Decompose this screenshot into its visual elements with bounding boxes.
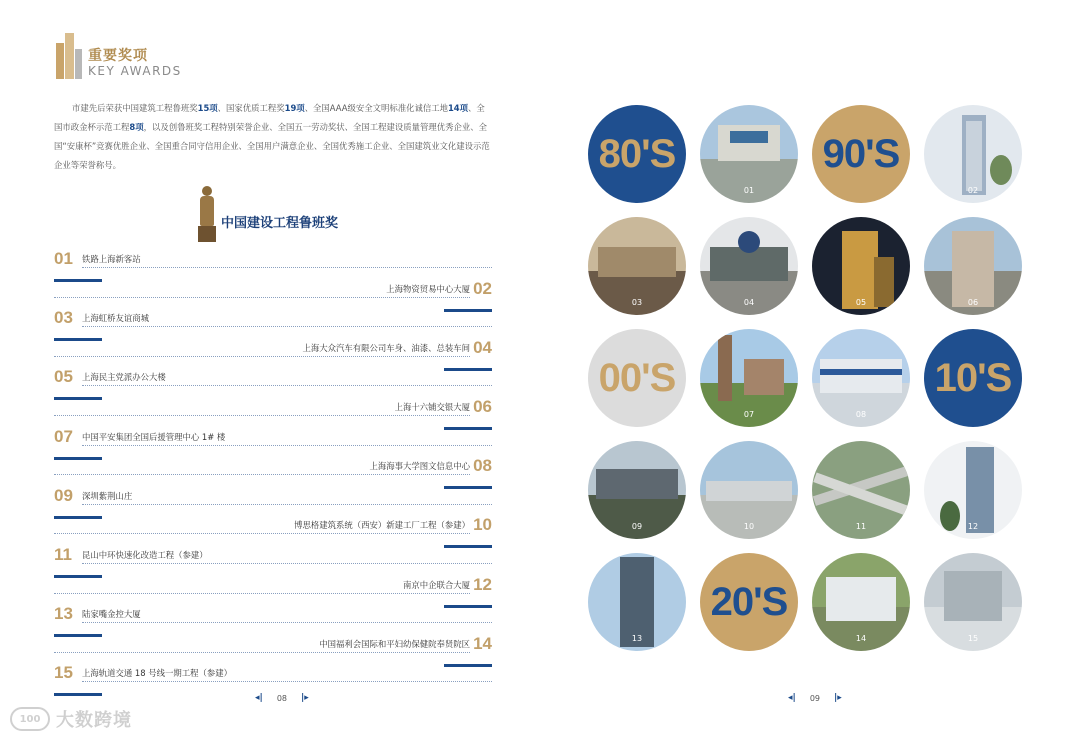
project-photo: 04	[700, 217, 798, 315]
award-number: 02	[473, 279, 492, 298]
award-project-name: 上海海事大学图文信息中心	[369, 461, 470, 471]
project-photo: 06	[924, 217, 1022, 315]
dotted-divider	[54, 474, 470, 475]
right-page	[540, 0, 1080, 741]
award-list-title: 中国建设工程鲁班奖	[221, 216, 339, 231]
dotted-divider	[54, 356, 470, 357]
trophy-statue-icon	[196, 186, 218, 242]
dotted-divider	[82, 385, 492, 386]
award-project-name: 中国福利会国际和平妇幼保健院奉贤院区	[319, 639, 470, 649]
dotted-divider	[54, 593, 470, 594]
project-photo: 12	[924, 441, 1022, 539]
award-number: 14	[473, 634, 492, 653]
award-number: 13	[54, 604, 73, 623]
award-number: 08	[473, 456, 492, 475]
dotted-divider	[82, 622, 492, 623]
intro-paragraph: 市建先后荣获中国建筑工程鲁班奖15项、国家优质工程奖19项、全国AAA级安全文明标准化诚信工地14项、全国市政金杯示范工程8项，以及创鲁班奖工程特别荣誉企业、全国五一劳动奖状、全国工程建设质量管理优秀企业、全国“安康杯”竞赛优胜企业、全国重合同守信用企业、全国用户满意企业、全国优秀施工企业、全国建筑业文化建设示范企业等荣誉称号。	[54, 103, 490, 170]
section-title-en: KEY AWARDS	[88, 64, 182, 78]
project-photo: 11	[812, 441, 910, 539]
dotted-divider	[82, 681, 492, 682]
decade-10s-badge: 10'S	[924, 329, 1022, 427]
dotted-divider	[82, 445, 492, 446]
project-photo: 09	[588, 441, 686, 539]
section-title-cn: 重要奖项	[88, 48, 148, 64]
award-project-name: 博思格建筑系统（西安）新建工厂工程（参建）	[294, 520, 470, 530]
dotted-divider	[82, 267, 492, 268]
award-number: 06	[473, 397, 492, 416]
watermark	[10, 706, 132, 732]
award-number: 10	[473, 515, 492, 534]
award-number: 15	[54, 663, 73, 682]
dotted-divider	[82, 326, 492, 327]
award-project-name: 铁路上海新客站	[82, 254, 141, 264]
next-page-icon[interactable]: |▸	[834, 693, 842, 703]
award-number: 01	[54, 249, 73, 268]
project-photo: 08	[812, 329, 910, 427]
decade-80s-badge: 80'S	[588, 105, 686, 203]
award-number: 05	[54, 367, 73, 386]
project-photo: 13	[588, 553, 686, 651]
project-photo: 07	[700, 329, 798, 427]
award-number: 09	[54, 486, 73, 505]
award-project-name: 上海十六铺交银大厦	[394, 402, 470, 412]
award-number: 03	[54, 308, 73, 327]
prev-page-icon[interactable]: ◂|	[788, 693, 796, 703]
award-number: 04	[473, 338, 492, 357]
award-project-name: 陆家嘴金控大厦	[82, 609, 141, 619]
dotted-divider	[54, 652, 470, 653]
project-photo: 03	[588, 217, 686, 315]
decade-00s-badge: 00'S	[588, 329, 686, 427]
award-project-name: 深圳紫荆山庄	[82, 491, 133, 501]
dotted-divider	[82, 563, 492, 564]
project-photo: 14	[812, 553, 910, 651]
award-project-name: 昆山中环快速化改造工程（参建）	[82, 550, 208, 560]
award-project-name: 上海大众汽车有限公司车身、油漆、总装车间	[302, 343, 470, 353]
decade-90s-badge: 90'S	[812, 105, 910, 203]
award-project-name: 上海民主党派办公大楼	[82, 372, 166, 382]
building-logo-icon	[56, 33, 82, 79]
dotted-divider	[54, 533, 470, 534]
award-project-name: 上海虹桥友谊商城	[82, 313, 149, 323]
dotted-divider	[54, 297, 470, 298]
accent-bar	[54, 693, 102, 696]
page-number: 08	[276, 693, 287, 703]
award-project-name: 南京中企联合大厦	[403, 580, 470, 590]
page-nav-left	[255, 693, 309, 703]
award-number: 07	[54, 427, 73, 446]
award-project-name: 中国平安集团全国后援管理中心 1# 楼	[82, 432, 226, 442]
page-nav-right	[788, 693, 842, 703]
decade-20s-badge: 20'S	[700, 553, 798, 651]
project-photo: 01	[700, 105, 798, 203]
award-project-name: 上海轨道交通 18 号线一期工程（参建）	[82, 668, 232, 678]
project-photo: 10	[700, 441, 798, 539]
award-project-name: 上海物资贸易中心大厦	[386, 284, 470, 294]
project-photo: 05	[812, 217, 910, 315]
watermark-logo-icon: 100	[10, 707, 50, 731]
next-page-icon[interactable]: |▸	[301, 693, 309, 703]
project-photo: 15	[924, 553, 1022, 651]
dotted-divider	[54, 415, 470, 416]
award-number: 11	[54, 545, 72, 564]
watermark-text: 大数跨境	[56, 710, 132, 731]
dotted-divider	[82, 504, 492, 505]
page-number: 09	[809, 693, 820, 703]
award-number: 12	[473, 575, 492, 594]
prev-page-icon[interactable]: ◂|	[255, 693, 263, 703]
project-photo: 02	[924, 105, 1022, 203]
